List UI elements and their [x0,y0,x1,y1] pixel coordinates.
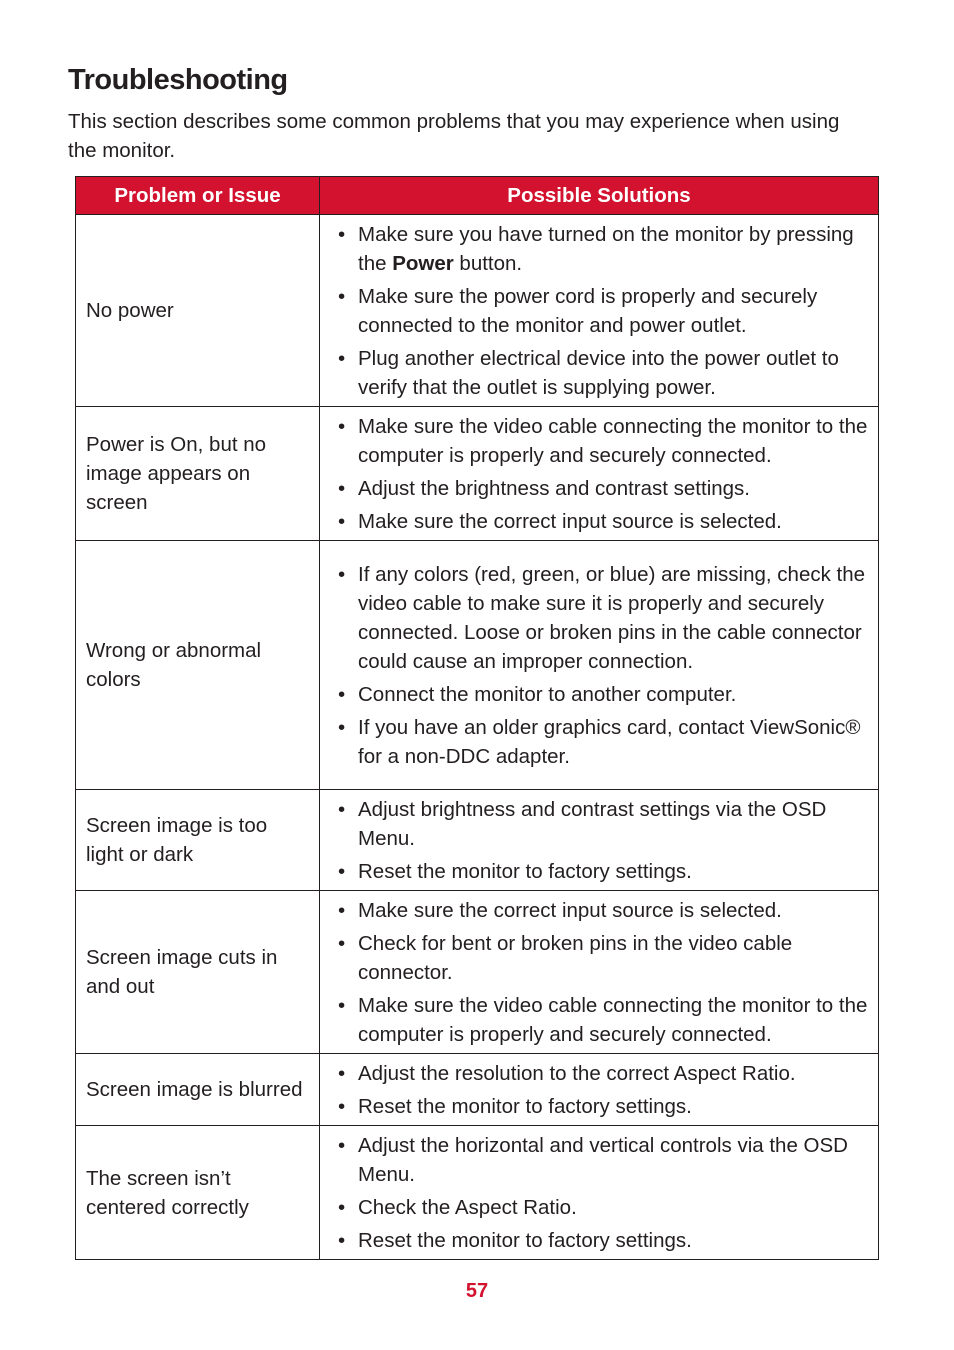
troubleshooting-table [75,176,879,1260]
table-row [76,1054,879,1126]
solutions-list [336,1131,870,1255]
page-number: 57 [465,1280,489,1302]
problem-cell: Wrong or abnormal colors [76,541,320,790]
solutions-cell [320,215,879,407]
solutions-list [336,220,870,402]
solution-item: • Adjust the resolution to the correct Aspect Ratio. [336,1059,870,1088]
header-solutions: Possible Solutions [320,177,879,215]
solutions-cell [320,790,879,891]
solutions-cell [320,407,879,541]
problem-cell: Screen image is too light or dark [76,790,320,891]
solution-item: • Make sure the correct input source is selected. [336,507,870,536]
solutions-list [336,1059,870,1121]
page-title: Troubleshooting [68,64,288,96]
intro-paragraph: This section describes some common problems that you may experience when using the monitor. [68,110,840,162]
problem-cell: Screen image is blurred [76,1054,320,1126]
solution-item: • Connect the monitor to another computer. [336,680,870,709]
solution-item: • Make sure the correct input source is selected. [336,896,870,925]
table-row [76,891,879,1054]
solutions-cell [320,1126,879,1260]
header-problem: Problem or Issue [76,177,320,215]
solution-item: • If you have an older graphics card, contact ViewSonic® for a non-DDC adapter. [336,713,870,771]
solutions-list [336,412,870,536]
solution-item: • Reset the monitor to factory settings. [336,857,870,886]
solution-item: • Make sure the video cable connecting the monitor to the computer is properly and securely connected. [336,991,870,1049]
solution-item: • Make sure the video cable connecting the monitor to the computer is properly and securely connected. [336,412,870,470]
table-row [76,215,879,407]
problem-cell: Power is On, but no image appears on screen [76,407,320,541]
table-row [76,1126,879,1260]
solution-item: • Adjust brightness and contrast settings via the OSD Menu. [336,795,870,853]
solutions-list [336,560,870,771]
solutions-cell [320,891,879,1054]
solution-item: • Reset the monitor to factory settings. [336,1092,870,1121]
solution-item: • Make sure the power cord is properly and securely connected to the monitor and power outlet. [336,282,870,340]
table-row [76,790,879,891]
solution-item: • Make sure you have turned on the monitor by pressing the Power button. [336,220,870,278]
solution-item: • Plug another electrical device into the power outlet to verify that the outlet is supplying power. [336,344,870,402]
solution-item: • Reset the monitor to factory settings. [336,1226,870,1255]
solution-item: • If any colors (red, green, or blue) are missing, check the video cable to make sure it is properly and securely connected. Loose or broken pins in the cable connector could cause an improper connection. [336,560,870,676]
table-row [76,541,879,790]
solutions-cell [320,541,879,790]
solutions-list [336,795,870,886]
table-header-row [76,177,879,215]
problem-cell: Screen image cuts in and out [76,891,320,1054]
problem-cell: The screen isn’t centered correctly [76,1126,320,1260]
solutions-list [336,896,870,1049]
table-row [76,407,879,541]
problem-cell: No power [76,215,320,407]
solution-item: • Adjust the horizontal and vertical controls via the OSD Menu. [336,1131,870,1189]
solutions-cell [320,1054,879,1126]
solution-item: • Check the Aspect Ratio. [336,1193,870,1222]
power-button-term: Power [392,252,454,275]
solution-item: • Check for bent or broken pins in the video cable connector. [336,929,870,987]
solution-item: • Adjust the brightness and contrast settings. [336,474,870,503]
